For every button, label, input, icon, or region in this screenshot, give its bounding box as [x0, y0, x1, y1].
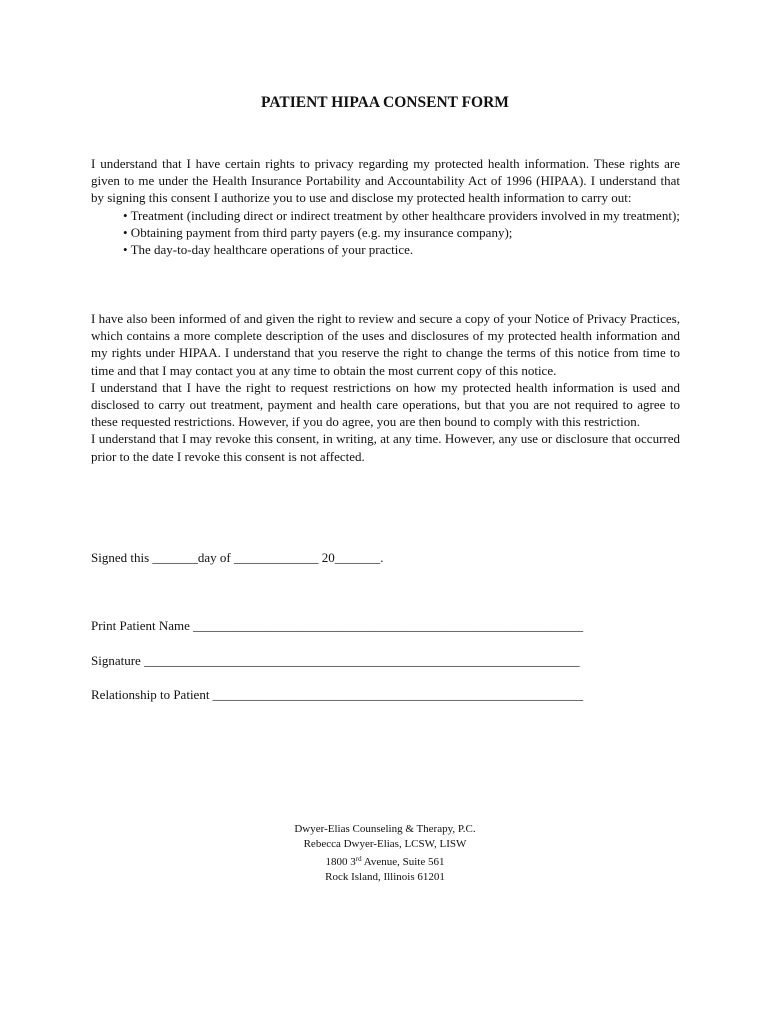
intro-section	[91, 155, 680, 258]
city-state-zip: Rock Island, Illinois 61201	[325, 871, 445, 883]
list-item: • The day-to-day healthcare operations of your practice.	[123, 242, 414, 258]
authorization-list	[91, 207, 680, 259]
street-name: Avenue, Suite 561	[361, 856, 445, 868]
practitioner-name: Rebecca Dwyer-Elias, LCSW, LISW	[303, 838, 467, 850]
notice-paragraph: I have also been informed of and given the right to review and secure a copy of your Notice of Privacy Practices, which contains a more complete description of the uses and disclosures of my protected health information and my rights under HIPAA. I understand that you reserve the right to change the terms of this notice from time to time and that I may contact you at any time to obtain the most current copy of this notice.	[91, 311, 680, 378]
street-number: 1800 3	[325, 856, 356, 868]
signed-date-line[interactable]: Signed this _______day of _____________ 20_______.	[91, 550, 384, 565]
relationship-line[interactable]: Relationship to Patient _________________________________________________________	[91, 687, 584, 702]
intro-paragraph: I understand that I have certain rights to privacy regarding my protected health information. These rights are given to me under the Health Insurance Portability and Accountability Act of 1996 (HIPAA). I understand that by signing this consent I authorize you to use and disclose my protected health information to carry out:	[91, 156, 680, 206]
rights-section	[91, 310, 680, 465]
ordinal-suffix: rd	[355, 855, 362, 863]
revoke-paragraph: I understand that I may revoke this consent, in writing, at any time. However, any use or disclosure that occurred prior to the date I revoke this consent is not affected.	[91, 431, 680, 464]
print-patient-name-line[interactable]: Print Patient Name ____________________________________________________________	[91, 618, 584, 633]
list-item: • Treatment (including direct or indirect treatment by other healthcare providers involved in my treatment);	[123, 207, 680, 223]
form-title: PATIENT HIPAA CONSENT FORM	[261, 94, 509, 111]
list-item: • Obtaining payment from third party payers (e.g. my insurance company);	[123, 224, 513, 240]
street-address	[0, 852, 770, 870]
signature-line[interactable]: Signature ___________________________________________________________________	[91, 653, 580, 668]
restrictions-paragraph: I understand that I have the right to request restrictions on how my protected health information is used and disclosed to carry out treatment, payment and health care operations, but that you are not required to agree to these requested restrictions. However, if you do agree, you are then bound to comply with this restriction.	[91, 379, 680, 430]
practice-address	[0, 822, 770, 885]
practice-name: Dwyer-Elias Counseling & Therapy, P.C.	[294, 823, 476, 835]
